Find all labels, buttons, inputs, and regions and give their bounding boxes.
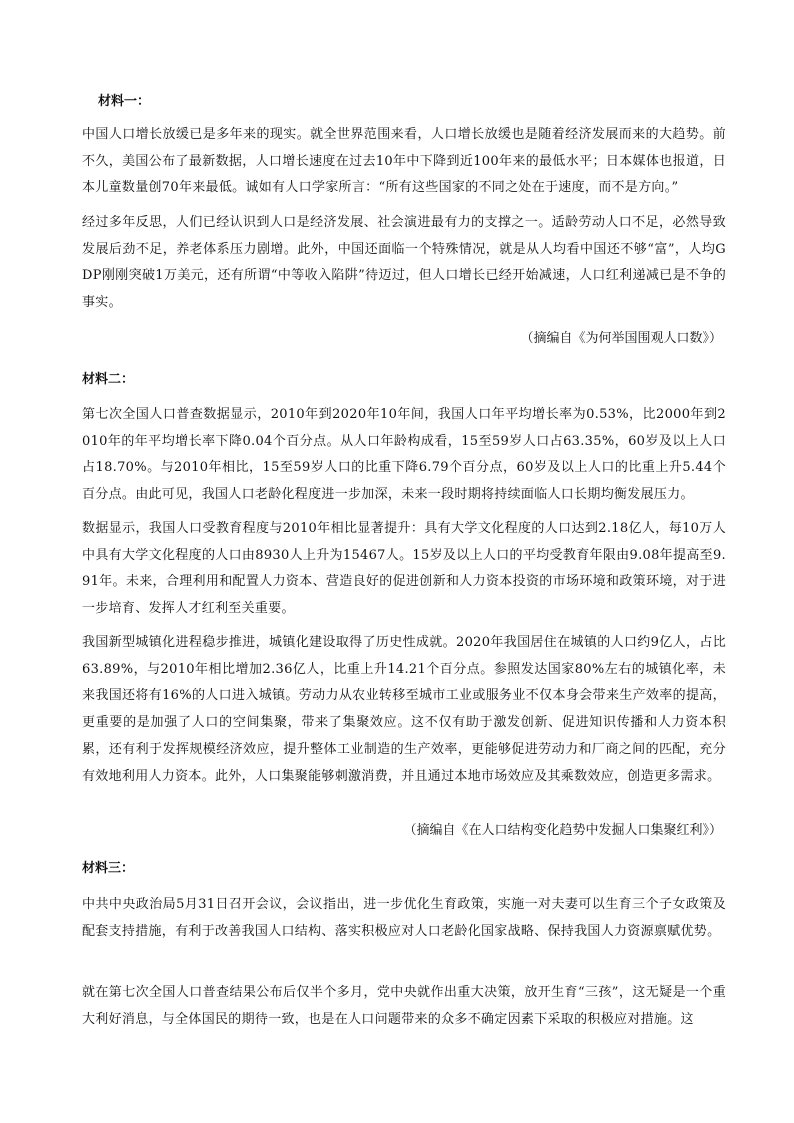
material-2-paragraph-3: 我国新型城镇化进程稳步推进，城镇化建设取得了历史性成就。2020年我国居住在城镇的人口约9亿人，占比63.89%，与2010年相比增加2.36亿人，比重上升14.21个百分点。参照发达国家80%左右的城镇化率，未来我国还将有16%的人口进入城镇。劳动力从农业转移至城市工业或服务业不仅本身会带来生产效率的提高，更重要的是加强了人口的空间集聚，带来了集聚效应。这不仅有助于激发创新、促进知识传播和人力资本积累，还有利于发挥规模经济效应，提升整体工业制造的生产效率，更能够促进劳动力和厂商之间的匹配，充分有效地利用人力资本。此外，人口集聚能够刺激消费，并且通过本地市场效应及其乘数效应，创造更多需求。 bbox=[82, 635, 726, 784]
material-1-paragraph-2: 经过多年反思，人们已经认识到人口是经济发展、社会演进最有力的支撑之一。适龄劳动人口不足，必然导致发展后劲不足，养老体系压力剧增。此外，中国还面临一个特殊情况，就是从人均看中国还不够“富”，人均GDP刚刚突破1万美元，还有所谓“中等收入陷阱”待迈过，但人口增长已经开始减速，人口红利递减已是不争的事实。 bbox=[82, 215, 726, 311]
material-1-paragraph-1: 中国人口增长放缓已是多年来的现实。就全世界范围来看，人口增长放缓也是随着经济发展而来的大趋势。前不久，美国公布了最新数据，人口增长速度在过去10年中下降到近100年来的最低水平；日本媒体也报道，日本儿童数量创70年来最低。诚如有人口学家所言：“所有这些国家的不同之处在于速度，而不是方向。” bbox=[82, 127, 726, 196]
material-2-paragraph-2: 数据显示，我国人口受教育程度与2010年相比显著提升：具有大学文化程度的人口达到2.18亿人，每10万人中具有大学文化程度的人口由8930人上升为15467人。15岁及以上人口的平均受教育年限由9.08年提高至9.91年。未来，合理利用和配置人力资本、营造良好的促进创新和人力资本投资的市场环境和政策环境，对于进一步培育、发挥人才红利至关重要。 bbox=[82, 521, 726, 617]
material-2-heading: 材料二： bbox=[82, 372, 135, 387]
material-2-source: （摘编自《在人口结构变化趋势中发掘人口集聚红利》） bbox=[403, 823, 722, 838]
material-2-paragraph-1: 第七次全国人口普查数据显示，2010年到2020年10年间，我国人口年平均增长率为0.53%，比2000年到2010年的年平均增长率下降0.04个百分点。从人口年龄构成看，15至59岁人口占63.35%，60岁及以上人口占18.70%。与2010年相比，15至59岁人口的比重下降6.79个百分点，60岁及以上人口的比重上升5.44个百分点。由此可见，我国人口老龄化程度进一步加深，未来一段时期将持续面临人口长期均衡发展压力。 bbox=[82, 407, 726, 503]
material-3-paragraph-2: 就在第七次全国人口普查结果公布后仅半个多月，党中央就作出重大决策，放开生育“三孩”，这无疑是一个重大利好消息，与全体国民的期待一致，也是在人口问题带来的众多不确定因素下采取的积极应对措施。这 bbox=[82, 985, 726, 1027]
material-1-source: （摘编自《为何举国围观人口数》） bbox=[520, 331, 722, 346]
material-3-paragraph-1: 中共中央政治局5月31日召开会议，会议指出，进一步优化生育政策，实施一对夫妻可以生育三个子女政策及配套支持措施，有利于改善我国人口结构、落实积极应对人口老龄化国家战略、保持我国人力资源禀赋优势。 bbox=[82, 897, 726, 939]
material-1-heading: 材料一： bbox=[98, 94, 151, 109]
material-3-heading: 材料三： bbox=[82, 861, 135, 876]
